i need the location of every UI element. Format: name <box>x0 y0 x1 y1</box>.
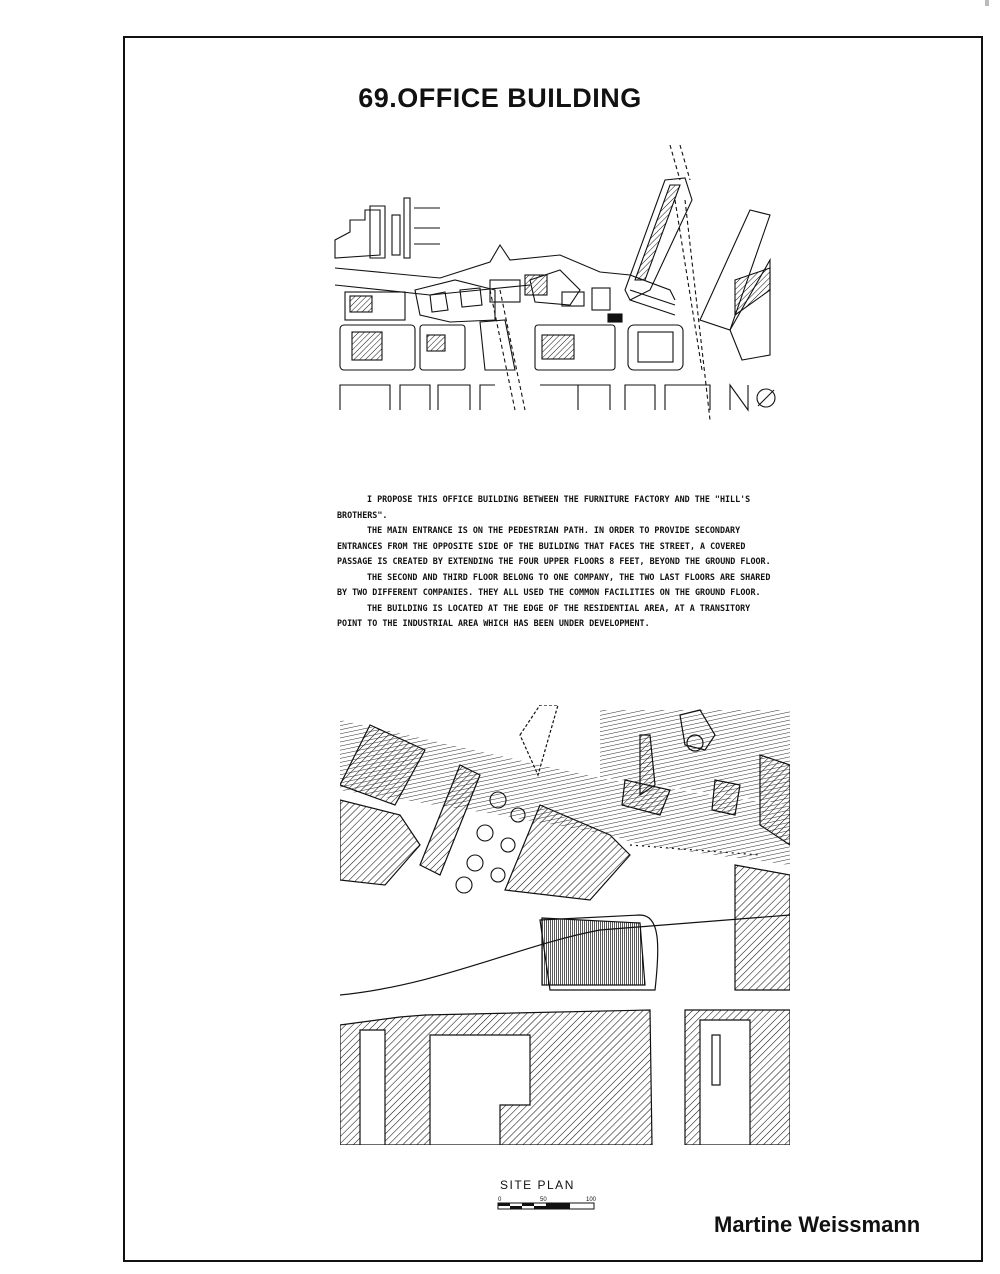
description-paragraph: I PROPOSE THIS OFFICE BUILDING BETWEEN THE FURNITURE FACTORY AND THE "HILL'S BROTHERS". <box>337 494 751 520</box>
author-name: Martine Weissmann <box>714 1212 921 1237</box>
location-map <box>330 140 790 420</box>
project-description <box>337 492 777 632</box>
page-title: 69.OFFICE BUILDING <box>358 83 642 113</box>
description-paragraph: THE BUILDING IS LOCATED AT THE EDGE OF THE RESIDENTIAL AREA, AT A TRANSITORY POINT TO THE INDUSTRIAL AREA WHICH HAS BEEN UNDER DEVELOPMENT. <box>337 602 751 628</box>
site-plan-label: SITE PLAN <box>500 1178 575 1192</box>
scale-label-0: 0 <box>498 1197 502 1203</box>
description-paragraph: THE SECOND AND THIRD FLOOR BELONG TO ONE COMPANY, THE TWO LAST FLOORS ARE SHARED BY TWO DIFFERENT COMPANIES. THEY ALL USED THE COMMON FACILITIES ON THE GROUND FLOOR. <box>337 571 771 597</box>
scale-label-50: 50 <box>540 1197 547 1203</box>
site-plan-drawing <box>340 705 790 1145</box>
scale-label-100: 100 <box>586 1197 597 1203</box>
description-paragraph: THE MAIN ENTRANCE IS ON THE PEDESTRIAN PATH. IN ORDER TO PROVIDE SECONDARY ENTRANCES FROM THE OPPOSITE SIDE OF THE BUILDING THAT FACES THE STREET, A COVERED PASSAGE IS CREATED BY EXTENDING THE FOUR UPPER FLOORS 8 FEET, BEYOND THE GROUND FLOOR. <box>337 525 771 566</box>
scan-corner-mark <box>985 0 989 6</box>
scale-bar <box>496 1193 600 1215</box>
